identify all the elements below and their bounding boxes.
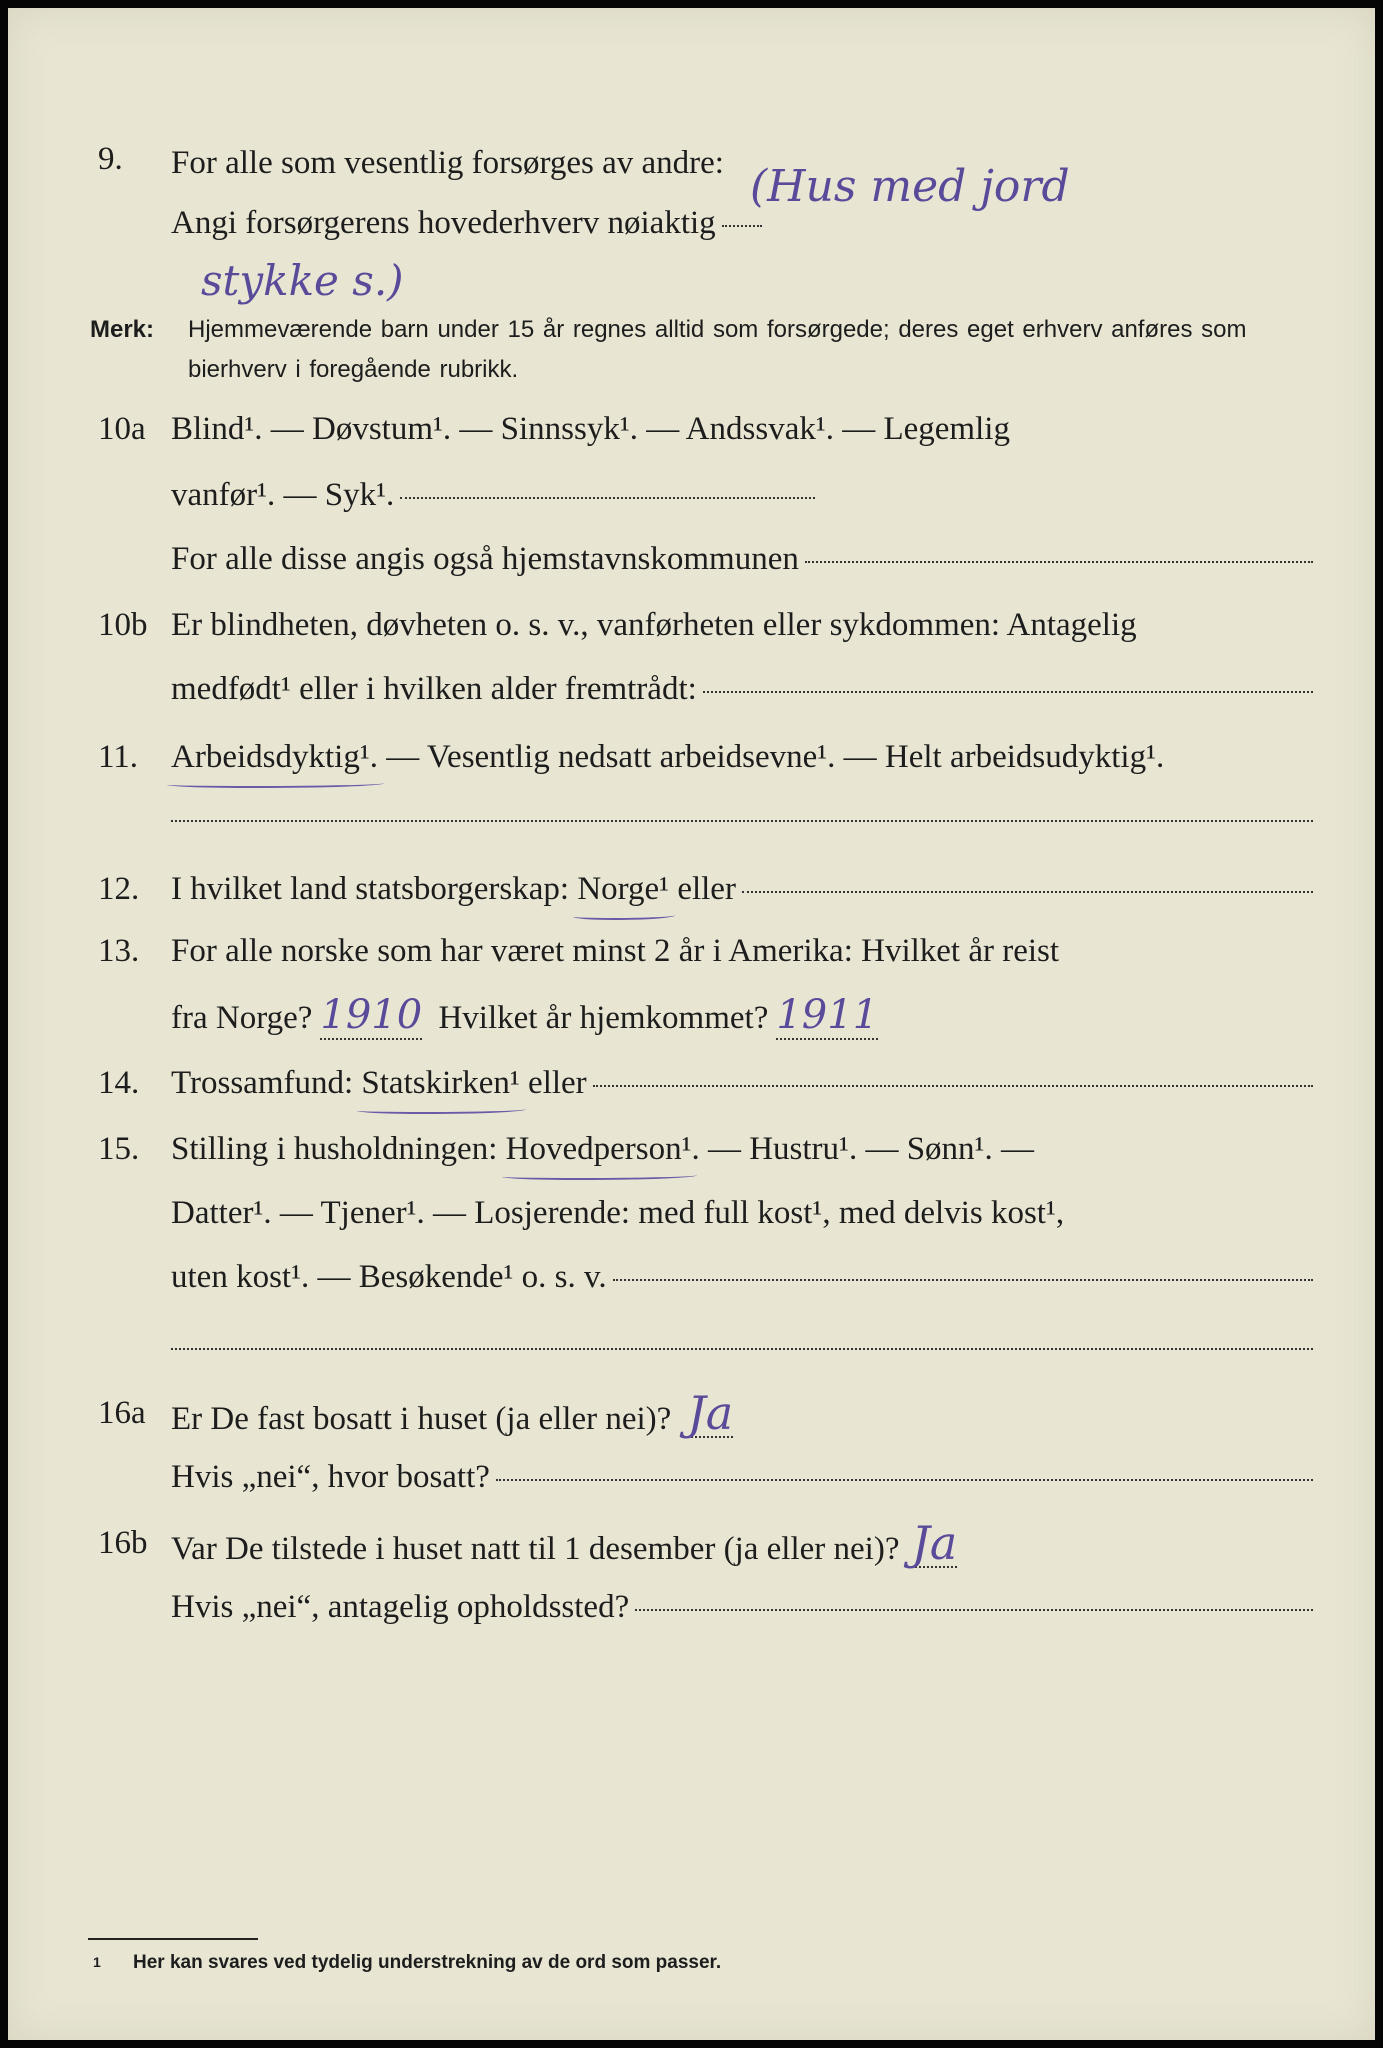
question-text: Hvis „nei“, antagelig opholdssted? — [171, 1589, 630, 1625]
item-number: 16a — [98, 1395, 146, 1431]
question-text: For alle norske som har været minst 2 år i Amerika: Hvilket år reist — [171, 933, 1060, 969]
item-16a-row2 — [8, 1454, 1375, 1500]
question-text: vanfør¹. — Syk¹. — [171, 477, 395, 513]
question-text: fra Norge? — [171, 1000, 313, 1036]
handwritten-answer: 1910 — [320, 992, 423, 1038]
question-text: Er blindheten, døvheten o. s. v., vanførheten eller sykdommen: Antagelig — [171, 607, 1137, 643]
handwritten-answer: 1911 — [776, 992, 879, 1038]
answer-line — [593, 1085, 1313, 1087]
footnote-rule — [88, 1938, 258, 1940]
question-text: . — Hustru¹. — Sønn¹. — — [691, 1131, 1034, 1167]
question-text: For alle disse angis også hjemstavnskommunen — [171, 541, 799, 577]
answer-line — [496, 1479, 1313, 1481]
item-10b-row1 — [8, 602, 1375, 648]
underlined-option: Arbeidsdyktig¹. — [171, 734, 378, 780]
item-15-row1 — [8, 1126, 1375, 1172]
item-number: 14. — [98, 1065, 140, 1101]
answer-line — [171, 820, 1313, 822]
question-text: Blind¹. — Døvstum¹. — Sinnssyk¹. — Andssvak¹. — Legemlig — [171, 411, 1010, 447]
item-13-row2 — [8, 992, 1375, 1038]
question-text: eller — [669, 871, 736, 907]
answer-line — [635, 1609, 1313, 1611]
answer-line — [171, 1348, 1313, 1350]
item-number: 16b — [98, 1525, 148, 1561]
footnote-mark: 1 — [93, 1954, 101, 1970]
item-11-row — [8, 734, 1375, 780]
note-label: Merk: — [90, 316, 155, 343]
question-text: For alle som vesentlig forsørges av andre: — [171, 145, 724, 181]
item-number: 10b — [98, 607, 148, 643]
question-text: Trossamfund: — [171, 1065, 362, 1101]
census-form-page — [8, 8, 1375, 2040]
item-16a-row1 — [8, 1386, 1375, 1440]
item-10a-row3 — [8, 536, 1375, 582]
handwritten-answer: stykke s.) — [201, 256, 404, 305]
item-number: 12. — [98, 871, 140, 907]
item-number: 9. — [98, 141, 123, 177]
handwritten-answer: Ja — [911, 1516, 958, 1570]
item-12-row — [8, 866, 1375, 912]
underlined-option: Hovedperson¹ — [506, 1126, 692, 1172]
answer-line — [805, 561, 1313, 563]
footnote-text: Her kan svares ved tydelig understrekning av de ord som passer. — [133, 1952, 722, 1973]
answer-line — [400, 497, 815, 499]
item-15-row3 — [8, 1254, 1375, 1300]
question-text: Var De tilstede i huset natt til 1 desember (ja eller nei)? — [171, 1531, 900, 1567]
item-16b-row2 — [8, 1584, 1375, 1630]
question-text: Datter¹. — Tjener¹. — Losjerende: med full kost¹, med delvis kost¹, — [171, 1195, 1065, 1231]
underlined-option: Norge¹ — [577, 866, 669, 912]
question-text: medfødt¹ eller i hvilken alder fremtrådt: — [171, 671, 697, 707]
answer-line — [722, 225, 762, 227]
item-9-row3 — [8, 258, 1375, 304]
question-text: — Vesentlig nedsatt arbeidsevne¹. — Helt arbeidsudyktig¹. — [377, 739, 1165, 775]
item-14-row — [8, 1060, 1375, 1106]
answer-line — [613, 1279, 1313, 1281]
item-13-row1 — [8, 928, 1375, 974]
question-text: Hvis „nei“, hvor bosatt? — [171, 1459, 490, 1495]
item-9-row1 — [8, 136, 1375, 212]
note-text: Hjemmeværende barn under 15 år regnes alltid som forsørgede; deres eget erhverv anføres som bierhverv i foregående rubrikk. — [188, 316, 1247, 383]
item-9-row2 — [8, 200, 1375, 246]
item-10a-row2 — [8, 472, 1375, 518]
underlined-option: Statskirken¹ — [361, 1060, 519, 1106]
question-text: Angi forsørgerens hovederhverv nøiaktig — [171, 205, 716, 241]
item-15-row2 — [8, 1190, 1375, 1236]
handwritten-answer: (Hus med jord — [749, 161, 1070, 212]
item-number: 13. — [98, 933, 140, 969]
question-text: uten kost¹. — Besøkende¹ o. s. v. — [171, 1259, 607, 1295]
answer-line — [703, 691, 1313, 693]
item-number: 11. — [98, 739, 139, 775]
question-text: I hvilket land statsborgerskap: — [171, 871, 578, 907]
question-text: Hvilket år hjemkommet? — [430, 1000, 769, 1036]
question-text: eller — [519, 1065, 587, 1101]
item-number: 15. — [98, 1131, 140, 1167]
footnote — [93, 1952, 722, 1974]
handwritten-answer: Ja — [687, 1386, 734, 1440]
item-10a-row1 — [8, 406, 1375, 452]
item-10b-row2 — [8, 666, 1375, 712]
question-text: Stilling i husholdningen: — [171, 1131, 506, 1167]
question-text: Er De fast bosatt i huset (ja eller nei)? — [171, 1401, 672, 1437]
answer-line — [742, 891, 1313, 893]
item-number: 10a — [98, 411, 146, 447]
item-16b-row1 — [8, 1516, 1375, 1570]
